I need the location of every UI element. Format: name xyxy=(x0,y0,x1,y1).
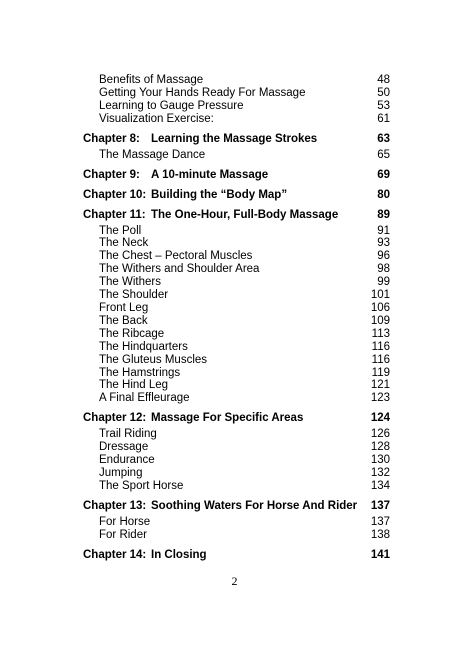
toc-chapter-title: Building the “Body Map” xyxy=(151,188,288,201)
toc-entry-title: Front Leg xyxy=(99,301,149,314)
toc-entry-title: The Back xyxy=(99,314,148,327)
toc-section-entry xyxy=(83,354,390,367)
toc-page-number: 61 xyxy=(377,112,390,125)
toc-page-number: 50 xyxy=(377,86,390,99)
toc-section-entry xyxy=(83,87,390,100)
toc-page-number: 141 xyxy=(370,548,390,561)
toc-entry-title xyxy=(83,411,303,425)
toc-page-number: 134 xyxy=(370,479,390,492)
toc-page-number: 116 xyxy=(371,340,390,353)
toc-chapter-title: In Closing xyxy=(151,548,207,561)
toc-chapter-label: Chapter 14: xyxy=(83,548,147,561)
toc-chapter-label: Chapter 13: xyxy=(83,499,147,512)
toc-entry-title xyxy=(83,548,207,562)
toc-section-entry xyxy=(83,454,390,467)
toc-entry-title: Benefits of Massage xyxy=(99,74,204,86)
toc-page-number: 96 xyxy=(377,250,390,263)
toc-page-number: 116 xyxy=(371,353,390,366)
toc-section-entry xyxy=(83,516,390,529)
toc-section-entry xyxy=(83,225,390,238)
toc-page-number: 121 xyxy=(370,379,390,392)
toc-section-entry xyxy=(83,315,390,328)
toc-entry-title: The Ribcage xyxy=(99,327,165,340)
toc-entry-title: The Sport Horse xyxy=(99,479,184,492)
toc-section-entry xyxy=(83,367,390,380)
toc-page-number: 124 xyxy=(370,412,390,425)
toc-entry-title: The Withers and Shoulder Area xyxy=(99,263,260,276)
toc-entry-title: The Withers xyxy=(99,276,161,289)
toc-page-number: 130 xyxy=(370,454,390,467)
toc-chapter-title: A 10-minute Massage xyxy=(151,168,269,181)
toc-section-entry xyxy=(83,289,390,302)
toc-page-number: 137 xyxy=(370,499,390,512)
toc-page-number: 53 xyxy=(377,99,390,112)
toc-entry-title: A Final Effleurage xyxy=(99,392,190,405)
toc-section-entry xyxy=(83,328,390,341)
toc-section-entry xyxy=(83,250,390,263)
toc-section-entry xyxy=(83,263,390,276)
toc-section-entry xyxy=(83,276,390,289)
toc-page-number: 113 xyxy=(371,327,390,340)
toc-entry-title: The Hamstrings xyxy=(99,366,181,379)
toc-entry-title: Getting Your Hands Ready For Massage xyxy=(99,86,306,99)
toc-entry-title: Trail Riding xyxy=(99,428,157,441)
toc-entry-title: Dressage xyxy=(99,441,149,454)
toc-section-entry xyxy=(83,480,390,493)
toc-section-entry xyxy=(83,392,390,405)
toc-section-entry xyxy=(83,441,390,454)
toc-section-entry xyxy=(83,237,390,250)
toc-entry-title: For Horse xyxy=(99,515,151,528)
toc-page-number: 119 xyxy=(371,366,390,379)
toc-section-entry xyxy=(83,113,390,126)
toc-page-number: 123 xyxy=(370,392,390,405)
toc-chapter-entry xyxy=(83,188,390,202)
toc-chapter-title: Soothing Waters For Horse And Rider xyxy=(151,499,358,512)
toc-page-number: 98 xyxy=(377,263,390,276)
toc-page-number: 93 xyxy=(377,237,390,250)
toc-entry-title: Visualization Exercise: xyxy=(99,112,214,125)
toc-chapter-entry xyxy=(83,168,390,182)
toc-page-number: 137 xyxy=(370,515,390,528)
toc-entry-title: The Neck xyxy=(99,237,149,250)
toc-chapter-entry xyxy=(83,499,390,513)
toc-page-number: 138 xyxy=(370,528,390,541)
toc-page-number: 89 xyxy=(377,208,390,221)
toc-section-entry xyxy=(83,100,390,113)
toc-page-number: 80 xyxy=(377,188,390,201)
toc-chapter-label: Chapter 10: xyxy=(83,188,147,201)
toc-page-number: 99 xyxy=(377,276,390,289)
toc-entry-title: Jumping xyxy=(99,466,143,479)
toc-chapter-entry xyxy=(83,411,390,425)
toc-page-number: 91 xyxy=(377,224,390,237)
toc-entry-title: The Poll xyxy=(99,224,142,237)
toc-entry-title: Endurance xyxy=(99,454,155,467)
toc-entry-title: Learning to Gauge Pressure xyxy=(99,99,244,112)
toc-entry-title: The Hind Leg xyxy=(99,379,169,392)
toc-page-number: 132 xyxy=(370,466,390,479)
toc-entry-title: The Hindquarters xyxy=(99,340,188,353)
toc-chapter-label: Chapter 9: xyxy=(83,168,140,181)
toc-chapter-label: Chapter 8: xyxy=(83,132,140,145)
table-of-contents xyxy=(83,74,390,565)
toc-page-number: 101 xyxy=(370,289,390,302)
toc-page-number: 126 xyxy=(370,428,390,441)
toc-entry-title: The Chest – Pectoral Muscles xyxy=(99,250,253,263)
toc-page-number: 106 xyxy=(370,301,390,314)
toc-section-entry xyxy=(83,149,390,162)
toc-section-entry xyxy=(83,428,390,441)
toc-entry-title xyxy=(83,208,338,222)
toc-page-number: 69 xyxy=(377,168,390,181)
toc-section-entry xyxy=(83,341,390,354)
toc-entry-title xyxy=(83,499,357,513)
toc-chapter-entry xyxy=(83,208,390,222)
toc-entry-title xyxy=(83,132,317,146)
toc-entry-title: The Shoulder xyxy=(99,289,169,302)
toc-chapter-label: Chapter 11: xyxy=(83,208,146,221)
toc-page-number: 128 xyxy=(370,441,390,454)
toc-section-entry xyxy=(83,74,390,87)
toc-section-entry xyxy=(83,379,390,392)
toc-entry-title: The Massage Dance xyxy=(99,148,206,161)
page-number: 2 xyxy=(231,574,238,588)
toc-page-number: 48 xyxy=(377,74,390,86)
toc-chapter-title: The One-Hour, Full-Body Massage xyxy=(151,208,339,221)
toc-chapter-entry xyxy=(83,132,390,146)
toc-section-entry xyxy=(83,302,390,315)
toc-chapter-entry xyxy=(83,548,390,562)
toc-page-number: 65 xyxy=(377,148,390,161)
toc-page-number: 63 xyxy=(377,132,390,145)
toc-chapter-title: Massage For Specific Areas xyxy=(151,412,304,425)
toc-entry-title: For Rider xyxy=(99,528,147,541)
toc-page-number: 109 xyxy=(370,314,390,327)
toc-chapter-label: Chapter 12: xyxy=(83,412,147,425)
toc-entry-title: The Gluteus Muscles xyxy=(99,353,208,366)
toc-chapter-title: Learning the Massage Strokes xyxy=(151,132,318,145)
toc-entry-title xyxy=(83,188,287,202)
toc-section-entry xyxy=(83,529,390,542)
toc-section-entry xyxy=(83,467,390,480)
toc-entry-title xyxy=(83,168,268,182)
